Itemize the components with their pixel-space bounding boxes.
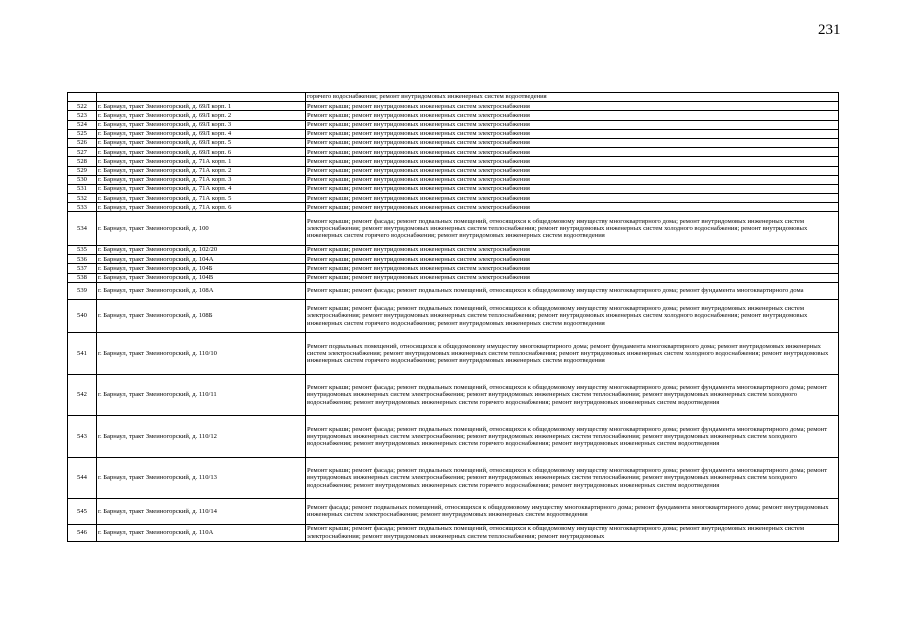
- row-number-cell: 523: [68, 111, 97, 120]
- row-number-cell: 534: [68, 212, 97, 246]
- table-row: [68, 299, 839, 333]
- row-number-cell: 525: [68, 129, 97, 138]
- row-number-cell: 535: [68, 245, 97, 254]
- table-row: [68, 120, 839, 129]
- row-number-cell: 544: [68, 457, 97, 499]
- table-row: [68, 457, 839, 499]
- table-row: [68, 184, 839, 193]
- repair-works-cell: Ремонт крыши; ремонт фасада; ремонт подвальных помещений, относящихся к общедомовому имуществу многоквартирного дома; ремонт внутридомовых инженерных систем электроснабжения; ремонт внутридомовых инженерных систем теплоснабжения; ремонт внутридомовых инженерных систем холодного водоснабжения; ремонт внутридомовых инженерных систем горячего водоснабжения; ремонт внутридомовых инженерных систем водоотведения: [306, 212, 839, 246]
- table-row: [68, 245, 839, 254]
- row-number-cell: 529: [68, 166, 97, 175]
- row-number-cell: 542: [68, 374, 97, 416]
- repair-works-cell: Ремонт крыши; ремонт внутридомовых инженерных систем электроснабжения: [306, 255, 839, 264]
- address-cell: г. Барнаул, тракт Змеиногорский, д. 69Л корп. 1: [97, 102, 306, 111]
- table-row: [68, 282, 839, 299]
- row-number-cell: 536: [68, 255, 97, 264]
- repair-works-cell: Ремонт крыши; ремонт внутридомовых инженерных систем электроснабжения: [306, 184, 839, 193]
- row-number-cell: 543: [68, 416, 97, 458]
- repair-works-cell: Ремонт крыши; ремонт фасада; ремонт подвальных помещений, относящихся к общедомовому имуществу многоквартирного дома; ремонт фундамента многоквартирного дома; ремонт внутридомовых инженерных систем электроснабжения; ремонт внутридомовых инженерных систем теплоснабжения; ремонт внутридомовых инженерных систем холодного водоснабжения; ремонт внутридомовых инженерных систем горячего водоснабжения; ремонт внутридомовых инженерных систем водоотведения: [306, 457, 839, 499]
- repair-works-cell: горячего водоснабжения; ремонт внутридомовых инженерных систем водоотведения: [306, 93, 839, 102]
- row-number-cell: 531: [68, 184, 97, 193]
- table-row: [68, 203, 839, 212]
- repair-works-cell: Ремонт фасада; ремонт подвальных помещений, относящихся к общедомовому имуществу многоквартирного дома; ремонт фундамента многоквартирного дома; ремонт внутридомовых инженерных систем электроснабжения; ремонт внутридомовых инженерных систем водоотведения: [306, 499, 839, 525]
- repair-works-cell: Ремонт крыши; ремонт внутридомовых инженерных систем электроснабжения: [306, 129, 839, 138]
- row-number-cell: 527: [68, 148, 97, 157]
- address-cell: г. Барнаул, тракт Змеиногорский, д. 110/14: [97, 499, 306, 525]
- table-row: [68, 148, 839, 157]
- repair-works-cell: Ремонт крыши; ремонт внутридомовых инженерных систем электроснабжения: [306, 245, 839, 254]
- address-cell: г. Барнаул, тракт Змеиногорский, д. 110/12: [97, 416, 306, 458]
- repair-works-cell: Ремонт крыши; ремонт внутридомовых инженерных систем электроснабжения: [306, 166, 839, 175]
- address-cell: г. Барнаул, тракт Змеиногорский, д. 110/11: [97, 374, 306, 416]
- table-row: [68, 333, 839, 375]
- table-row: [68, 166, 839, 175]
- repair-works-cell: Ремонт крыши; ремонт внутридомовых инженерных систем электроснабжения: [306, 148, 839, 157]
- repair-works-cell: Ремонт крыши; ремонт фасада; ремонт подвальных помещений, относящихся к общедомовому имуществу многоквартирного дома; ремонт фундамента многоквартирного дома: [306, 282, 839, 299]
- table-row: [68, 129, 839, 138]
- address-cell: г. Барнаул, тракт Змеиногорский, д. 69Л корп. 2: [97, 111, 306, 120]
- row-number-cell: 528: [68, 157, 97, 166]
- address-cell: г. Барнаул, тракт Змеиногорский, д. 71А корп. 3: [97, 175, 306, 184]
- address-cell: г. Барнаул, тракт Змеиногорский, д. 100: [97, 212, 306, 246]
- table-row: [68, 273, 839, 282]
- repair-works-cell: Ремонт крыши; ремонт внутридомовых инженерных систем электроснабжения: [306, 273, 839, 282]
- table-row: [68, 157, 839, 166]
- address-cell: г. Барнаул, тракт Змеиногорский, д. 69Л корп. 3: [97, 120, 306, 129]
- row-number-cell: 545: [68, 499, 97, 525]
- address-cell: г. Барнаул, тракт Змеиногорский, д. 71А корп. 4: [97, 184, 306, 193]
- row-number-cell: 538: [68, 273, 97, 282]
- table-row: [68, 212, 839, 246]
- row-number-cell: 546: [68, 524, 97, 541]
- address-cell: г. Барнаул, тракт Змеиногорский, д. 110А: [97, 524, 306, 541]
- repair-works-cell: Ремонт крыши; ремонт внутридомовых инженерных систем электроснабжения: [306, 138, 839, 147]
- row-number-cell: 532: [68, 194, 97, 203]
- row-number-cell: 541: [68, 333, 97, 375]
- repair-registry-table: [67, 92, 839, 542]
- row-number-cell: 537: [68, 264, 97, 273]
- repair-works-cell: Ремонт подвальных помещений, относящихся к общедомовому имуществу многоквартирного дома; ремонт фундамента многоквартирного дома; ремонт внутридомовых инженерных систем электроснабжения; ремонт внутридомовых инженерных систем теплоснабжения; ремонт внутридомовых инженерных систем холодного водоснабжения; ремонт внутридомовых инженерных систем горячего водоснабжения; ремонт внутридомовых инженерных систем водоотведения: [306, 333, 839, 375]
- repair-works-cell: Ремонт крыши; ремонт фасада; ремонт подвальных помещений, относящихся к общедомовому имуществу многоквартирного дома; ремонт внутридомовых инженерных систем электроснабжения; ремонт внутридомовых инженерных систем теплоснабжения; ремонт внутридомовых инженерных систем холодного водоснабжения; ремонт внутридомовых инженерных систем горячего водоснабжения; ремонт внутридомовых инженерных систем водоотведения: [306, 299, 839, 333]
- table-row: [68, 255, 839, 264]
- row-number-cell: 524: [68, 120, 97, 129]
- repair-works-cell: Ремонт крыши; ремонт внутридомовых инженерных систем электроснабжения: [306, 264, 839, 273]
- registry-body: [68, 93, 839, 542]
- table-row: [68, 264, 839, 273]
- address-cell: г. Барнаул, тракт Змеиногорский, д. 104В: [97, 273, 306, 282]
- row-number-cell: 530: [68, 175, 97, 184]
- address-cell: г. Барнаул, тракт Змеиногорский, д. 71А корп. 6: [97, 203, 306, 212]
- address-cell: г. Барнаул, тракт Змеиногорский, д. 110/10: [97, 333, 306, 375]
- row-number-cell: 522: [68, 102, 97, 111]
- repair-works-cell: Ремонт крыши; ремонт фасада; ремонт подвальных помещений, относящихся к общедомовому имуществу многоквартирного дома; ремонт фундамента многоквартирного дома; ремонт внутридомовых инженерных систем электроснабжения; ремонт внутридомовых инженерных систем теплоснабжения; ремонт внутридомовых инженерных систем холодного водоснабжения; ремонт внутридомовых инженерных систем горячего водоснабжения; ремонт внутридомовых инженерных систем водоотведения: [306, 416, 839, 458]
- repair-works-cell: Ремонт крыши; ремонт внутридомовых инженерных систем электроснабжения: [306, 157, 839, 166]
- address-cell: г. Барнаул, тракт Змеиногорский, д. 104А: [97, 255, 306, 264]
- table-row: [68, 102, 839, 111]
- repair-works-cell: Ремонт крыши; ремонт внутридомовых инженерных систем электроснабжения: [306, 111, 839, 120]
- repair-works-cell: Ремонт крыши; ремонт фасада; ремонт подвальных помещений, относящихся к общедомовому имуществу многоквартирного дома; ремонт внутридомовых инженерных систем электроснабжения; ремонт внутридомовых инженерных систем теплоснабжения; ремонт внутридомовых: [306, 524, 839, 541]
- address-cell: [97, 93, 306, 102]
- row-number-cell: 539: [68, 282, 97, 299]
- table-row: [68, 194, 839, 203]
- table-row: [68, 416, 839, 458]
- address-cell: г. Барнаул, тракт Змеиногорский, д. 108А: [97, 282, 306, 299]
- row-number-cell: 526: [68, 138, 97, 147]
- table-row: [68, 524, 839, 541]
- table-row: [68, 499, 839, 525]
- repair-works-cell: Ремонт крыши; ремонт внутридомовых инженерных систем электроснабжения: [306, 194, 839, 203]
- address-cell: г. Барнаул, тракт Змеиногорский, д. 108Б: [97, 299, 306, 333]
- address-cell: г. Барнаул, тракт Змеиногорский, д. 110/13: [97, 457, 306, 499]
- table-row: [68, 175, 839, 184]
- repair-works-cell: Ремонт крыши; ремонт внутридомовых инженерных систем электроснабжения: [306, 102, 839, 111]
- table-row: [68, 111, 839, 120]
- address-cell: г. Барнаул, тракт Змеиногорский, д. 71А корп. 5: [97, 194, 306, 203]
- page-number: 231: [818, 22, 841, 38]
- table-row: [68, 138, 839, 147]
- address-cell: г. Барнаул, тракт Змеиногорский, д. 69Л корп. 6: [97, 148, 306, 157]
- address-cell: г. Барнаул, тракт Змеиногорский, д. 71А корп. 1: [97, 157, 306, 166]
- row-number-cell: [68, 93, 97, 102]
- address-cell: г. Барнаул, тракт Змеиногорский, д. 69Л корп. 4: [97, 129, 306, 138]
- repair-works-cell: Ремонт крыши; ремонт внутридомовых инженерных систем электроснабжения: [306, 203, 839, 212]
- address-cell: г. Барнаул, тракт Змеиногорский, д. 102/20: [97, 245, 306, 254]
- row-number-cell: 533: [68, 203, 97, 212]
- address-cell: г. Барнаул, тракт Змеиногорский, д. 104Б: [97, 264, 306, 273]
- row-number-cell: 540: [68, 299, 97, 333]
- repair-works-cell: Ремонт крыши; ремонт фасада; ремонт подвальных помещений, относящихся к общедомовому имуществу многоквартирного дома; ремонт фундамента многоквартирного дома; ремонт внутридомовых инженерных систем электроснабжения; ремонт внутридомовых инженерных систем теплоснабжения; ремонт внутридомовых инженерных систем холодного водоснабжения; ремонт внутридомовых инженерных систем горячего водоснабжения; ремонт внутридомовых инженерных систем водоотведения: [306, 374, 839, 416]
- table-row: [68, 374, 839, 416]
- address-cell: г. Барнаул, тракт Змеиногорский, д. 69Л корп. 5: [97, 138, 306, 147]
- repair-works-cell: Ремонт крыши; ремонт внутридомовых инженерных систем электроснабжения: [306, 175, 839, 184]
- address-cell: г. Барнаул, тракт Змеиногорский, д. 71А корп. 2: [97, 166, 306, 175]
- repair-works-cell: Ремонт крыши; ремонт внутридомовых инженерных систем электроснабжения: [306, 120, 839, 129]
- table-row: [68, 93, 839, 102]
